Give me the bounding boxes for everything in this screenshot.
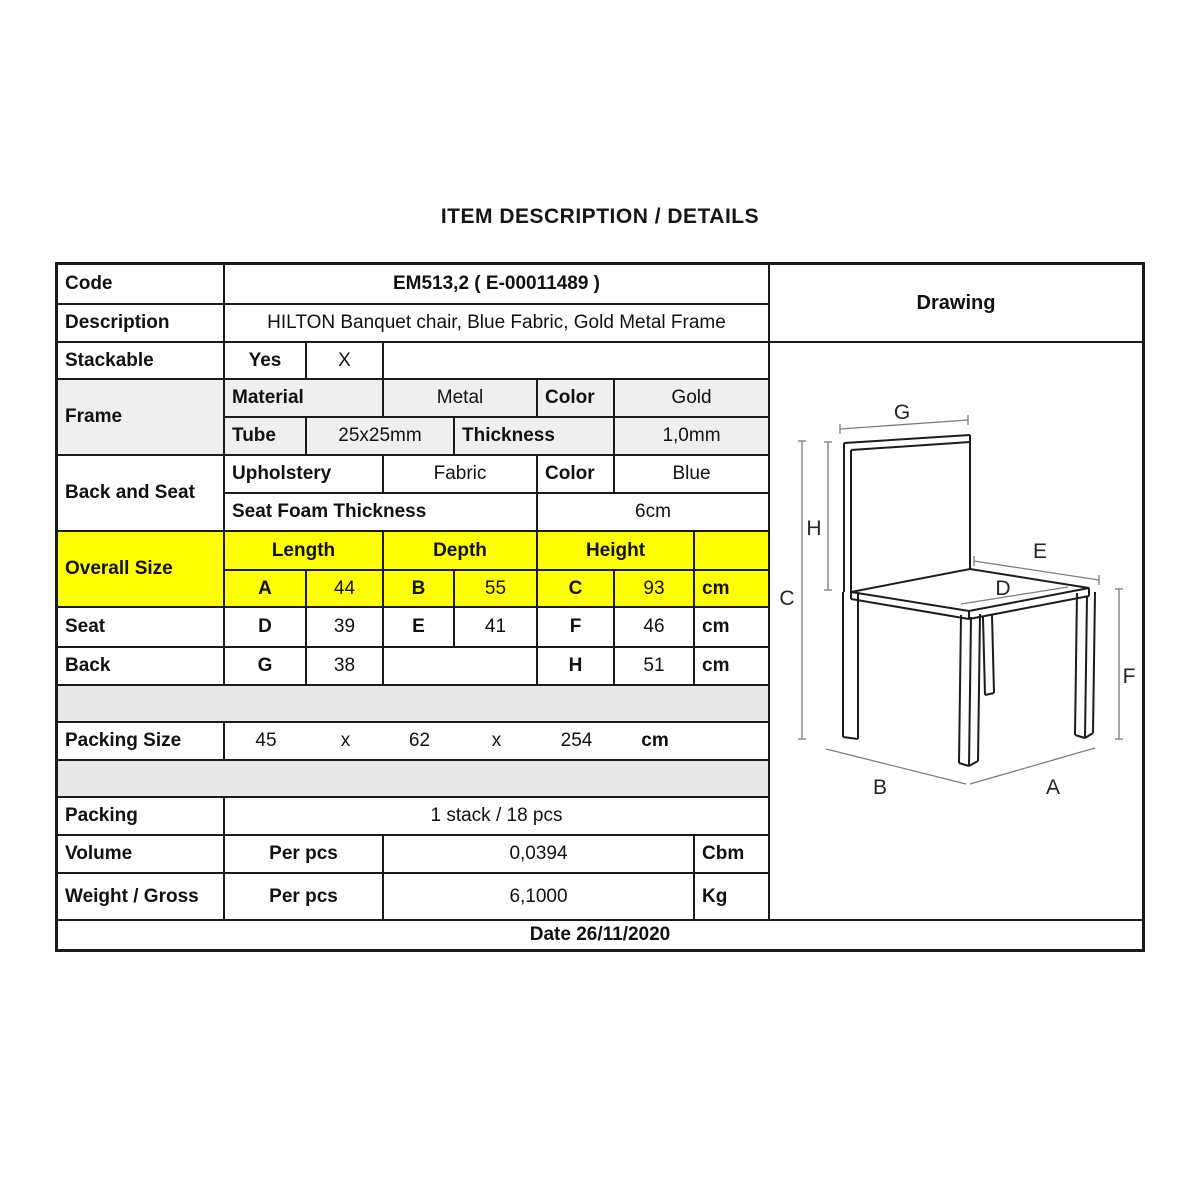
- upholstery-label: Upholstery: [225, 456, 384, 492]
- back-seat-band: [58, 456, 768, 532]
- header-band: [58, 265, 1142, 343]
- description-value: HILTON Banquet chair, Blue Fabric, Gold Metal Frame: [267, 312, 726, 333]
- upholstery-value: Fabric: [384, 456, 538, 492]
- overall-header-row: [225, 532, 768, 571]
- weight-unit: Kg: [702, 885, 728, 907]
- packing-size-v1: 45: [255, 730, 277, 751]
- chair-drawing: [770, 343, 1142, 919]
- weight-per: Per pcs: [225, 874, 384, 919]
- dim-b-value: 55: [455, 571, 538, 606]
- back-label: Back: [58, 648, 225, 684]
- volume-row: [58, 836, 768, 874]
- chair-lines: [843, 435, 1095, 766]
- dim-label-h: H: [806, 517, 822, 540]
- frame-tube-row: [225, 418, 768, 454]
- packing-size-values: [225, 723, 768, 759]
- packing-size-x2: x: [491, 730, 502, 751]
- code-label: Code: [58, 265, 225, 303]
- frame-color-value: Gold: [671, 387, 712, 408]
- weight-value: 6,1000: [384, 874, 695, 919]
- overall-size-subrows: [225, 532, 768, 606]
- overall-size-band: [58, 532, 768, 608]
- body-band: [58, 343, 1142, 921]
- page-title: ITEM DESCRIPTION / DETAILS: [440, 205, 760, 228]
- seat-foam-row: [225, 494, 768, 530]
- frame-material-row: [225, 380, 768, 418]
- volume-label: Volume: [58, 836, 225, 872]
- volume-unit: Cbm: [702, 843, 745, 864]
- stackable-mark: X: [307, 343, 384, 378]
- overall-header-empty: [695, 532, 768, 569]
- stackable-empty: [384, 343, 768, 378]
- seat-row: [58, 608, 768, 648]
- back-empty-cell: [384, 648, 538, 684]
- dim-c-key: C: [538, 571, 615, 606]
- description-row: [58, 305, 768, 341]
- dim-label-g: G: [893, 401, 911, 424]
- packing-size-v3: 254: [560, 730, 593, 751]
- depth-header: Depth: [384, 532, 538, 569]
- frame-thickness-label: Thickness: [455, 418, 615, 454]
- frame-tube-value: 25x25mm: [307, 418, 455, 454]
- length-header: Length: [225, 532, 384, 569]
- stackable-row: [58, 343, 768, 380]
- volume-per: Per pcs: [225, 836, 384, 872]
- dim-label-a: A: [1045, 776, 1061, 799]
- code-value: EM513,2 ( E-00011489 ): [392, 273, 601, 294]
- date-row: Date 26/11/2020: [529, 924, 671, 945]
- overall-unit: cm: [702, 577, 730, 599]
- dim-h-value: 51: [615, 648, 695, 684]
- dim-a-key: A: [225, 571, 307, 606]
- description-label: Description: [58, 305, 225, 341]
- packing-size-unit: cm: [641, 730, 669, 751]
- packing-label: Packing: [58, 798, 225, 834]
- drawing-header: Drawing: [916, 291, 996, 314]
- dim-g-key: G: [225, 648, 307, 684]
- packing-size-row: [58, 723, 768, 761]
- dim-e-value: 41: [455, 608, 538, 646]
- drawing-cell: [770, 343, 1142, 919]
- overall-size-label: Overall Size: [58, 532, 225, 606]
- frame-thickness-value: 1,0mm: [662, 425, 721, 446]
- packing-value: 1 stack / 18 pcs: [430, 805, 563, 826]
- dim-a-value: 44: [307, 571, 384, 606]
- dim-label-e: E: [1032, 540, 1048, 563]
- frame-subrows: [225, 380, 768, 454]
- code-description-block: [58, 265, 770, 341]
- frame-color-label: Color: [538, 380, 615, 416]
- weight-label: Weight / Gross: [58, 874, 225, 919]
- dim-d-value: 39: [307, 608, 384, 646]
- packing-size-x1: x: [340, 730, 351, 751]
- seat-foam-value: 6cm: [635, 501, 671, 522]
- frame-band: [58, 380, 768, 456]
- dim-g-value: 38: [307, 648, 384, 684]
- packing-row: [58, 798, 768, 836]
- back-seat-label: Back and Seat: [58, 456, 225, 530]
- stackable-label: Stackable: [58, 343, 225, 378]
- upholstery-color-label: Color: [538, 456, 615, 492]
- upholstery-color-value: Blue: [672, 463, 711, 484]
- seat-foam-label: Seat Foam Thickness: [225, 494, 538, 530]
- dim-label-d: D: [995, 577, 1011, 600]
- spec-table: [55, 262, 1145, 952]
- dim-label-c: C: [779, 587, 795, 610]
- code-row: [58, 265, 768, 305]
- dim-c-value: 93: [615, 571, 695, 606]
- spec-rows: [58, 343, 770, 919]
- dim-f-key: F: [538, 608, 615, 646]
- volume-value: 0,0394: [384, 836, 695, 872]
- back-unit: cm: [702, 655, 730, 676]
- height-header: Height: [538, 532, 695, 569]
- frame-material-value: Metal: [384, 380, 538, 416]
- packing-size-v2: 62: [408, 730, 431, 751]
- seat-label: Seat: [58, 608, 225, 646]
- dim-b-key: B: [384, 571, 455, 606]
- dim-label-f: F: [1122, 665, 1136, 688]
- frame-label: Frame: [58, 380, 225, 454]
- overall-values-row: [225, 571, 768, 606]
- upholstery-row: [225, 456, 768, 494]
- back-row: [58, 648, 768, 686]
- dim-e-key: E: [384, 608, 455, 646]
- dim-label-b: B: [872, 776, 888, 799]
- stackable-value: Yes: [225, 343, 307, 378]
- dim-d-key: D: [225, 608, 307, 646]
- seat-unit: cm: [702, 616, 730, 637]
- dim-h-key: H: [538, 648, 615, 684]
- frame-tube-label: Tube: [225, 418, 307, 454]
- spacer-row-1: [58, 686, 768, 723]
- spacer-row-2: [58, 761, 768, 798]
- back-seat-subrows: [225, 456, 768, 530]
- packing-size-label: Packing Size: [58, 723, 225, 759]
- dim-f-value: 46: [615, 608, 695, 646]
- frame-material-label: Material: [225, 380, 384, 416]
- weight-row: [58, 874, 768, 919]
